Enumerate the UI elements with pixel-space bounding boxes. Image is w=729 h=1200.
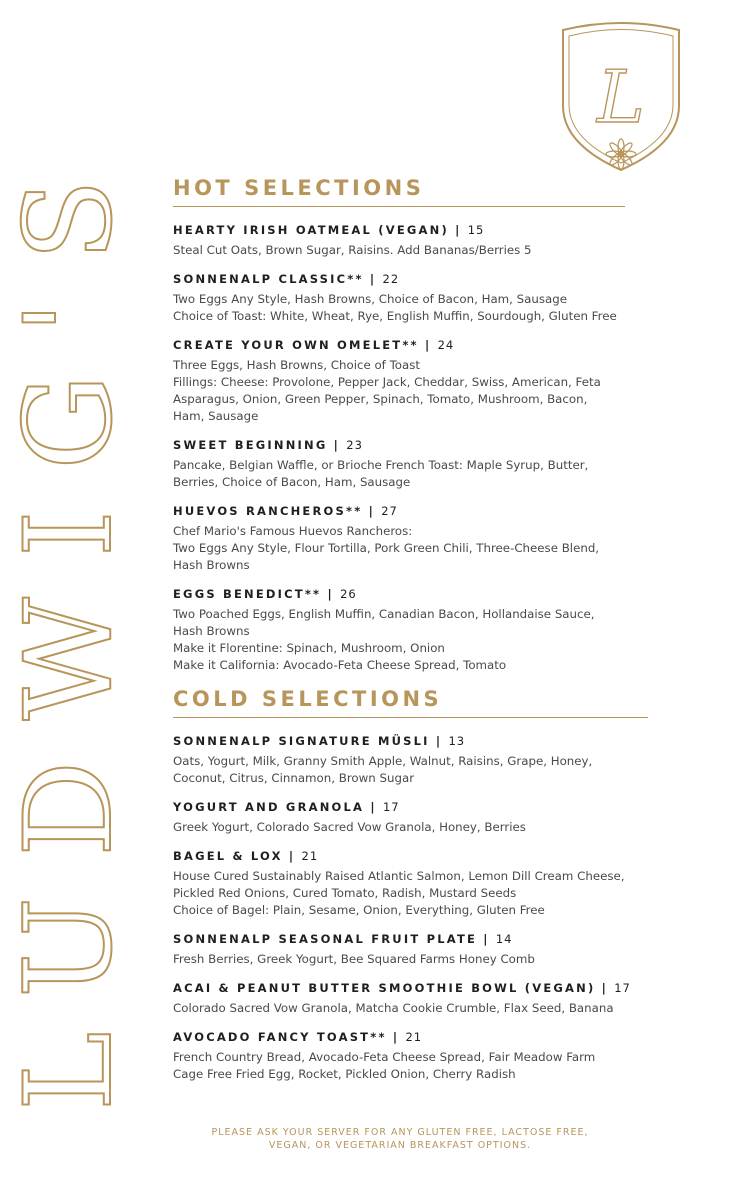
menu-item — [173, 981, 653, 1017]
description-line: Berries, Choice of Bacon, Ham, Sausage — [173, 475, 411, 489]
menu-item-name: SONNENALP CLASSIC** — [173, 272, 364, 286]
menu-item-price: 13 — [448, 734, 466, 748]
menu-item-name: BAGEL & LOX — [173, 849, 283, 863]
description-line: French Country Bread, Avocado-Feta Cheese Spread, Fair Meadow Farm — [173, 1050, 596, 1064]
menu-item — [173, 849, 653, 919]
description-line: Colorado Sacred Vow Granola, Matcha Cookie Crumble, Flax Seed, Banana — [173, 1001, 614, 1015]
description-line: Coconut, Citrus, Cinnamon, Brown Sugar — [173, 771, 415, 785]
menu-item — [173, 1030, 653, 1083]
menu-item — [173, 800, 653, 836]
description-line: Cage Free Fried Egg, Rocket, Pickled Onion, Cherry Radish — [173, 1067, 516, 1081]
menu-content — [173, 176, 653, 1096]
price-separator: | — [321, 587, 341, 601]
menu-item-name: SWEET BEGINNING — [173, 438, 328, 452]
menu-item-price: 27 — [381, 504, 398, 518]
menu-item-name: ACAI & PEANUT BUTTER SMOOTHIE BOWL (VEGAN) — [173, 981, 596, 995]
description-line: Pancake, Belgian Waffle, or Brioche French Toast: Maple Syrup, Butter, — [173, 458, 589, 472]
description-line: Make it California: Avocado-Feta Cheese Spread, Tomato — [173, 658, 507, 672]
menu-item-price: 21 — [405, 1030, 423, 1044]
description-line: Two Eggs Any Style, Flour Tortilla, Pork Green Chili, Three-Cheese Blend, — [173, 541, 600, 555]
menu-item-name: AVOCADO FANCY TOAST** — [173, 1030, 387, 1044]
description-line: Fresh Berries, Greek Yogurt, Bee Squared Farms Honey Comb — [173, 952, 535, 966]
menu-item-title — [173, 734, 653, 748]
menu-item-title — [173, 849, 653, 863]
dietary-note-line-1: PLEASE ASK YOUR SERVER FOR ANY GLUTEN FREE, LACTOSE FREE, — [211, 1127, 589, 1138]
menu-item-description — [173, 291, 653, 325]
price-separator: | — [362, 504, 382, 518]
price-separator: | — [364, 800, 383, 814]
menu-item-title — [173, 1030, 653, 1044]
menu-item-price: 24 — [437, 338, 455, 352]
description-line: Oats, Yogurt, Milk, Granny Smith Apple, Walnut, Raisins, Grape, Honey, — [173, 754, 593, 768]
description-line: Asparagus, Onion, Green Pepper, Spinach, Tomato, Mushroom, Bacon, — [173, 392, 588, 406]
price-separator: | — [327, 438, 347, 452]
menu-item-description — [173, 951, 653, 968]
price-separator: | — [448, 223, 468, 237]
menu-item — [173, 438, 653, 491]
description-line: Three Eggs, Hash Browns, Choice of Toast — [173, 358, 421, 372]
menu-item-title — [173, 932, 653, 946]
price-separator: | — [386, 1030, 406, 1044]
menu-item-price: 22 — [382, 272, 400, 286]
price-separator: | — [595, 981, 615, 995]
description-line: Hash Browns — [173, 624, 250, 638]
menu-item-price: 26 — [340, 587, 357, 601]
price-separator: | — [429, 734, 449, 748]
menu-item-description — [173, 523, 653, 574]
dietary-note-line-2: VEGAN, OR VEGETARIAN BREAKFAST OPTIONS. — [268, 1140, 532, 1151]
description-line: Fillings: Cheese: Provolone, Pepper Jack, Cheddar, Swiss, American, Feta — [173, 375, 601, 389]
hot-items — [173, 223, 653, 674]
menu-item-name: HUEVOS RANCHEROS** — [173, 504, 363, 518]
menu-item-description — [173, 868, 653, 919]
menu-item-price: 15 — [467, 223, 485, 237]
description-line: Chef Mario's Famous Huevos Rancheros: — [173, 524, 413, 538]
menu-item — [173, 587, 653, 674]
crest-logo — [555, 20, 687, 180]
menu-item-title — [173, 338, 653, 352]
menu-item — [173, 932, 653, 968]
menu-item-price: 17 — [614, 981, 631, 995]
description-line: Pickled Red Onions, Cured Tomato, Radish, Mustard Seeds — [173, 886, 517, 900]
menu-item — [173, 223, 653, 259]
menu-item-title — [173, 504, 653, 518]
menu-item-name: CREATE YOUR OWN OMELET** — [173, 338, 419, 352]
menu-item-name: HEARTY IRISH OATMEAL (VEGAN) — [173, 223, 449, 237]
description-line: Choice of Toast: White, Wheat, Rye, English Muffin, Sourdough, Gluten Free — [173, 309, 617, 323]
menu-item-price: 21 — [301, 849, 319, 863]
menu-item-title — [173, 223, 653, 237]
menu-item-name: EGGS BENEDICT** — [173, 587, 322, 601]
hot-selections-heading: HOT SELECTIONS — [173, 176, 625, 207]
menu-item-description — [173, 1000, 653, 1017]
menu-item-description — [173, 1049, 653, 1083]
description-line: House Cured Sustainably Raised Atlantic Salmon, Lemon Dill Cream Cheese, — [173, 869, 625, 883]
menu-item-description — [173, 753, 653, 787]
flower-icon — [606, 139, 636, 169]
menu-item-name: SONNENALP SIGNATURE MÜSLI — [173, 734, 430, 748]
price-separator: | — [418, 338, 438, 352]
price-separator: | — [477, 932, 496, 946]
menu-item-description — [173, 819, 653, 836]
menu-item-price: 23 — [346, 438, 363, 452]
crest-letter: L — [597, 55, 645, 139]
description-line: Two Eggs Any Style, Hash Browns, Choice of Bacon, Ham, Sausage — [173, 292, 567, 306]
menu-item — [173, 272, 653, 325]
menu-item-price: 17 — [382, 800, 400, 814]
menu-item-name: SONNENALP SEASONAL FRUIT PLATE — [173, 932, 478, 946]
dietary-note — [180, 1126, 620, 1152]
menu-item — [173, 504, 653, 574]
menu-item-price: 14 — [495, 932, 513, 946]
menu-item-description — [173, 242, 653, 259]
description-line: Ham, Sausage — [173, 409, 259, 423]
menu-item-description — [173, 457, 653, 491]
cold-selections-heading: COLD SELECTIONS — [173, 687, 648, 718]
description-line: Hash Browns — [173, 558, 250, 572]
menu-item-description — [173, 606, 653, 674]
description-line: Choice of Bagel: Plain, Sesame, Onion, Everything, Gluten Free — [173, 903, 545, 917]
menu-item-description — [173, 357, 653, 425]
menu-item-title — [173, 800, 653, 814]
menu-item-title — [173, 981, 653, 995]
price-separator: | — [363, 272, 383, 286]
cold-items — [173, 734, 653, 1083]
price-separator: | — [282, 849, 302, 863]
description-line: Steal Cut Oats, Brown Sugar, Raisins. Add Bananas/Berries 5 — [173, 243, 532, 257]
description-line: Two Poached Eggs, English Muffin, Canadian Bacon, Hollandaise Sauce, — [173, 607, 595, 621]
menu-item-title — [173, 438, 653, 452]
menu-item — [173, 734, 653, 787]
description-line: Make it Florentine: Spinach, Mushroom, Onion — [173, 641, 445, 655]
menu-item-title — [173, 587, 653, 601]
description-line: Greek Yogurt, Colorado Sacred Vow Granola, Honey, Berries — [173, 820, 526, 834]
vertical-restaurant-name: LUDWIG'S — [0, 138, 139, 1112]
menu-item — [173, 338, 653, 425]
menu-item-name: YOGURT AND GRANOLA — [173, 800, 365, 814]
menu-item-title — [173, 272, 653, 286]
